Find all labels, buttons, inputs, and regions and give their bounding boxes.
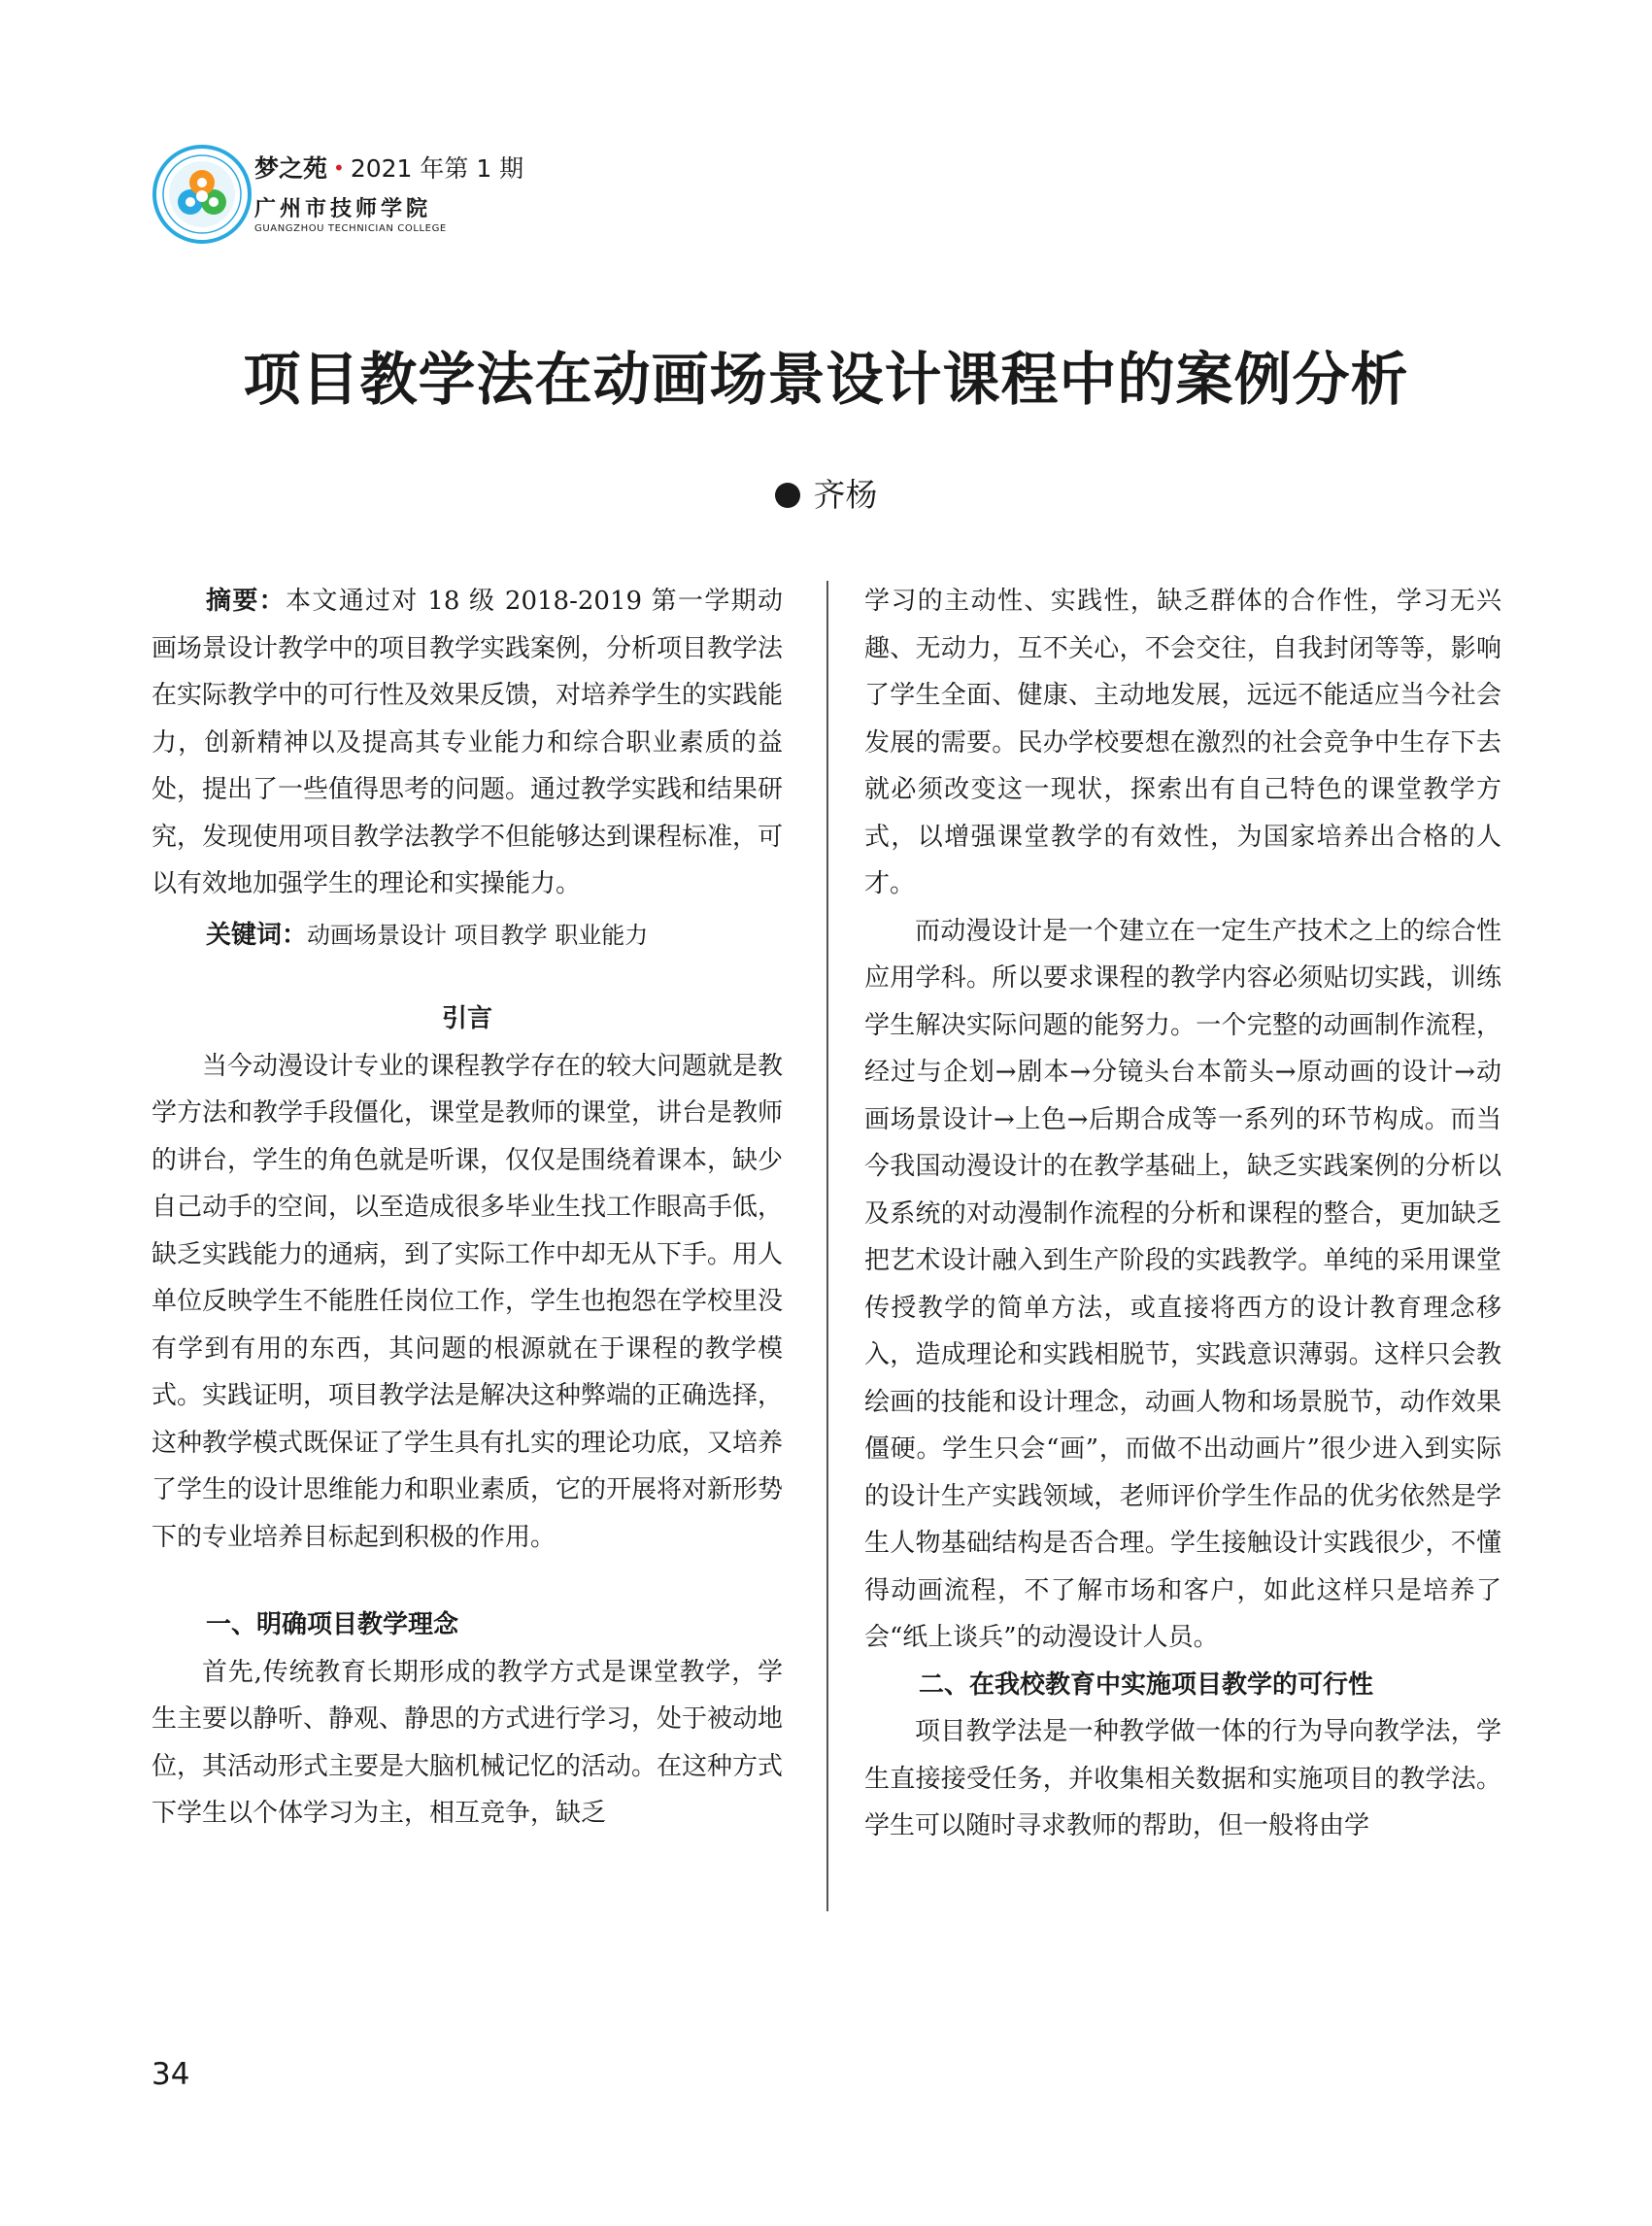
journal-line xyxy=(254,150,523,185)
journal-separator: • xyxy=(333,156,345,180)
author-name: 齐杨 xyxy=(813,476,878,514)
abstract xyxy=(152,578,783,908)
section1-heading: 一、明确项目教学理念 xyxy=(206,1610,459,1639)
journal-header xyxy=(152,142,598,249)
intro-heading: 引言 xyxy=(441,1004,492,1033)
article-title: 项目教学法在动画场景设计课程中的案例分析 xyxy=(243,346,1409,413)
section2-heading: 二、在我校教育中实施项目教学的可行性 xyxy=(919,1670,1374,1700)
author-bullet-icon xyxy=(775,483,800,508)
abstract-label: 摘要： xyxy=(206,587,287,616)
section1-paragraph-2: 而动漫设计是一个建立在一定生产技术之上的综合性应用学科。所以要求课程的教学内容必须贴切实践，训练学生解决实际问题的能努力。一个完整的动画制作流程，经过与企划→剧本→分镜头台本箭头→原动画的设计→动画场景设计→上色→后期合成等一系列的环节构成。而当今我国动漫设计的在教学基础上，缺乏实践案例的分析以及系统的对动漫制作流程的分析和课程的整合，更加缺乏把艺术设计融入到生产阶段的实践教学。单纯的采用课堂传授教学的简单方法，或直接将西方的设计教育理念移入，造成理论和实践相脱节，实践意识薄弱。这样只会教绘画的技能和设计理念，动画人物和场景脱节，动作效果僵硬。学生只会“画”，而做不出动画片”很少进入到实际的设计生产实践领域，老师评价学生作品的优劣依然是学生人物基础结构是否合理。学生接触设计实践很少，不懂得动画流程，不了解市场和客户，如此这样只是培养了会“纸上谈兵”的动漫设计人员。 xyxy=(864,916,1501,1652)
keywords-label: 关键词： xyxy=(206,920,308,950)
section2-paragraph: 项目教学法是一种教学做一体的行为导向教学法，学生直接接受任务，并收集相关数据和实施项目的教学法。学生可以随时寻求教师的帮助，但一般将由学 xyxy=(864,1717,1501,1840)
page-number: 34 xyxy=(152,2057,190,2092)
section1-paragraph-right: 学习的主动性、实践性，缺乏群体的合作性，学习无兴趣、无动力，互不关心，不会交往，自我封闭等等，影响了学生全面、健康、主动地发展，远远不能适应当今社会发展的需要。民办学校要想在激烈的社会竞争中生存下去就必须改变这一现状，探索出有自己特色的课堂教学方式，以增强课堂教学的有效性，为国家培养出合格的人才。 xyxy=(864,587,1501,898)
left-column xyxy=(152,578,783,1838)
journal-name: 梦之苑 xyxy=(254,154,328,183)
column-divider xyxy=(826,581,828,1911)
abstract-text: 本文通过对 18 级 2018-2019 第一学期动画场景设计教学中的项目教学实践案例，分析项目教学法在实际教学中的可行性及效果反馈，对培养学生的实践能力，创新精神以及提高其专业能力和综合职业素质的益处，提出了一些值得思考的问题。通过教学实践和结果研究，发现使用项目教学法教学不但能够达到课程标准，可以有效地加强学生的理论和实操能力。 xyxy=(152,587,784,898)
intro-paragraph: 当今动漫设计专业的课程教学存在的较大问题就是教学方法和教学手段僵化，课堂是教师的课堂，讲台是教师的讲台，学生的角色就是听课，仅仅是围绕着课本，缺少自己动手的空间，以至造成很多毕业生找工作眼高手低，缺乏实践能力的通病，到了实际工作中却无从下手。用人单位反映学生不能胜任岗位工作，学生也抱怨在学校里没有学到有用的东西，其问题的根源就在于课程的教学模式。实践证明，项目教学法是解决这种弊端的正确选择，这种教学模式既保证了学生具有扎实的理论功底，又培养了学生的设计思维能力和职业素质，它的开展将对新形势下的专业培养目标起到积极的作用。 xyxy=(152,1051,784,1552)
keywords xyxy=(152,912,783,960)
college-name-en: GUANGZHOU TECHNICIAN COLLEGE xyxy=(254,223,447,234)
right-column xyxy=(864,578,1501,1850)
college-name-cn: 广州市技师学院 xyxy=(254,197,432,221)
college-logo-icon xyxy=(152,144,253,245)
section1-paragraph-left: 首先,传统教育长期形成的教学方式是课堂教学，学生主要以静听、静观、静思的方式进行学习，处于被动地位，其活动形式主要是大脑机械记忆的活动。在这种方式下学生以个体学习为主，相互竞争，缺乏 xyxy=(152,1657,784,1828)
journal-issue: 2021 年第 1 期 xyxy=(350,154,524,183)
keywords-text: 动画场景设计 项目教学 职业能力 xyxy=(307,921,649,949)
author-row xyxy=(0,470,1652,516)
